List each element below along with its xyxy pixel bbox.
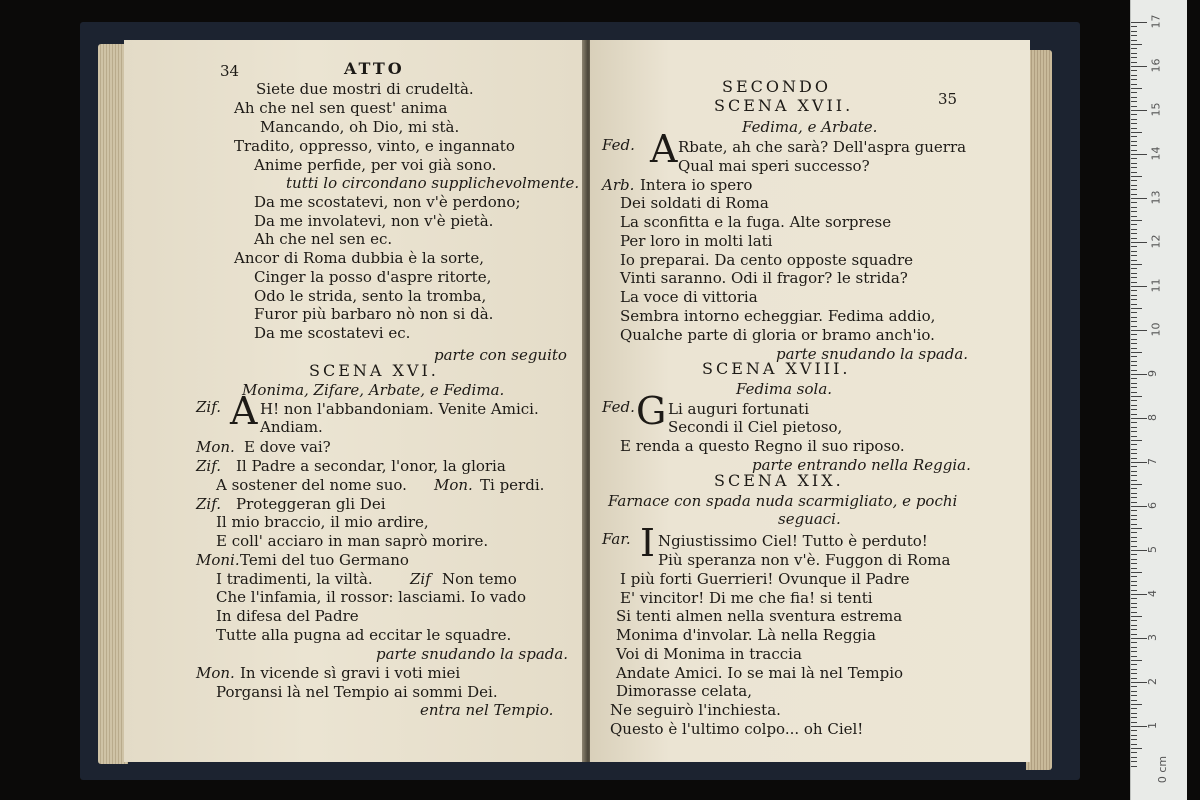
verse-line: Da me scostatevi ec. <box>254 324 411 342</box>
ruler-tick <box>1131 568 1137 569</box>
ruler-tick <box>1131 678 1137 679</box>
ruler-tick <box>1131 317 1137 318</box>
ruler-tick <box>1131 202 1137 203</box>
stage-direction: parte entrando nella Reggia. <box>752 456 971 474</box>
ruler-tick <box>1131 348 1137 349</box>
ruler-tick <box>1131 141 1137 142</box>
ruler-tick <box>1131 176 1142 177</box>
scene-title: SCENA XVI. <box>309 361 439 380</box>
verse-line: Qual mai speri successo? <box>678 157 870 175</box>
ruler-tick <box>1131 563 1137 564</box>
verse-line: Mancando, oh Dio, mi stà. <box>260 118 460 136</box>
ruler-tick <box>1131 528 1142 529</box>
verse-line: Odo le strida, sento la tromba, <box>254 287 487 305</box>
ruler-tick <box>1131 493 1137 494</box>
ruler-tick <box>1131 123 1137 124</box>
ruler-number: 13 <box>1149 190 1163 205</box>
ruler-tick <box>1131 431 1137 432</box>
ruler-tick <box>1131 532 1137 533</box>
ruler-tick <box>1131 132 1142 133</box>
verse-line: Sembra intorno echeggiar. Fedima addio, <box>620 307 936 325</box>
ruler-tick <box>1131 334 1137 335</box>
ruler-tick <box>1131 405 1137 406</box>
ruler-tick <box>1131 79 1137 80</box>
ruler-tick <box>1131 506 1147 507</box>
ruler-number: 10 <box>1149 322 1163 337</box>
ruler-tick <box>1131 497 1137 498</box>
ruler-tick <box>1131 444 1137 445</box>
verse-line: Ngiustissimo Ciel! Tutto è perduto! <box>658 532 928 550</box>
measuring-ruler <box>1130 0 1187 800</box>
verse-line: La sconfitta e la fuga. Alte sorprese <box>620 213 892 231</box>
ruler-tick <box>1131 172 1137 173</box>
ruler-tick <box>1131 233 1137 234</box>
verse-line: Più speranza non v'è. Fuggon di Roma <box>658 551 951 569</box>
ruler-tick <box>1131 295 1137 296</box>
verse-line: Ne seguirò l'inchiesta. <box>610 701 781 719</box>
ruler-tick <box>1131 158 1137 159</box>
ruler-number: 15 <box>1149 102 1163 117</box>
verse-line: Dei soldati di Roma <box>620 194 769 212</box>
ruler-number: 5 <box>1146 546 1159 553</box>
ruler-tick <box>1131 31 1137 32</box>
ruler-tick <box>1131 515 1137 516</box>
ruler-tick <box>1131 581 1137 582</box>
page-number: 34 <box>220 62 240 80</box>
ruler-tick <box>1131 387 1137 388</box>
ruler-tick <box>1131 216 1137 217</box>
ruler-tick <box>1131 101 1137 102</box>
ruler-tick <box>1131 44 1142 45</box>
verse-line: Tutte alla pugna ad eccitar le squadre. <box>216 626 512 644</box>
ruler-tick <box>1131 167 1137 168</box>
ruler-number: 2 <box>1146 678 1159 685</box>
ruler-tick <box>1131 616 1142 617</box>
ruler-tick <box>1131 370 1137 371</box>
verse-line: Il mio braccio, il mio ardire, <box>216 513 429 531</box>
speaker-label: Zif <box>410 570 431 588</box>
ruler-tick <box>1131 695 1137 696</box>
ruler-tick <box>1131 607 1137 608</box>
ruler-tick <box>1131 642 1137 643</box>
verse-line: Ah che nel sen quest' anima <box>234 99 448 117</box>
verse-line: Porgansi là nel Tempio ai sommi Dei. <box>216 683 498 701</box>
ruler-tick <box>1131 730 1137 731</box>
ruler-tick <box>1131 400 1137 401</box>
ruler-number: 16 <box>1149 58 1163 73</box>
verse-line: A sostener del nome suo. <box>216 476 407 494</box>
ruler-tick <box>1131 471 1137 472</box>
ruler-tick <box>1131 180 1137 181</box>
verse-line: I tradimenti, la viltà. <box>216 570 373 588</box>
ruler-tick <box>1131 22 1147 23</box>
ruler-tick <box>1131 84 1137 85</box>
ruler-tick <box>1131 343 1137 344</box>
ruler-tick <box>1131 185 1137 186</box>
ruler-number: 9 <box>1146 370 1159 377</box>
verse-line: E coll' acciaro in man saprò morire. <box>216 532 489 550</box>
verse-line: Furor più barbaro nò non si dà. <box>254 305 494 323</box>
verse-line: Monima d'involar. Là nella Reggia <box>616 626 876 644</box>
ruler-tick <box>1131 656 1137 657</box>
verse-line: Il Padre a secondar, l'onor, la gloria <box>236 457 506 475</box>
ruler-tick <box>1131 75 1137 76</box>
ruler-tick <box>1131 576 1137 577</box>
ruler-tick <box>1131 480 1137 481</box>
ruler-tick <box>1131 57 1137 58</box>
ruler-tick <box>1131 273 1137 274</box>
verse-line: Da me involatevi, non v'è pietà. <box>254 212 494 230</box>
verse-line: Cinger la posso d'aspre ritorte, <box>254 268 492 286</box>
verse-line: E dove vai? <box>244 438 331 456</box>
ruler-tick <box>1131 510 1137 511</box>
scene-title: SCENA XVIII. <box>702 359 851 378</box>
ruler-tick <box>1131 53 1137 54</box>
drop-capital: A <box>650 127 678 171</box>
verse-line: Ti perdi. <box>480 476 545 494</box>
ruler-tick <box>1131 651 1137 652</box>
verse-line: Questo è l'ultimo colpo... oh Ciel! <box>610 720 864 738</box>
ruler-tick <box>1131 748 1142 749</box>
ruler-tick <box>1131 598 1137 599</box>
stage-direction: parte con seguito <box>434 346 567 364</box>
ruler-tick <box>1131 110 1147 111</box>
speaker-label: Mon. <box>196 664 235 682</box>
ruler-tick <box>1131 519 1137 520</box>
ruler-tick <box>1131 277 1137 278</box>
ruler-tick <box>1131 198 1147 199</box>
ruler-tick <box>1131 673 1137 674</box>
ruler-tick <box>1131 312 1137 313</box>
verse-line: Secondi il Ciel pietoso, <box>668 418 843 436</box>
ruler-tick <box>1131 194 1137 195</box>
ruler-tick <box>1131 660 1142 661</box>
ruler-tick <box>1131 462 1147 463</box>
scene-cast: seguaci. <box>778 510 841 528</box>
verse-line: E renda a questo Regno il suo riposo. <box>620 437 905 455</box>
ruler-tick <box>1131 722 1137 723</box>
ruler-number: 7 <box>1146 458 1159 465</box>
ruler-tick <box>1131 128 1137 129</box>
ruler-tick <box>1131 97 1137 98</box>
verse-line: Voi di Monima in traccia <box>616 645 802 663</box>
verse-line: Li auguri fortunati <box>668 400 809 418</box>
verse-line: Tradito, oppresso, vinto, e ingannato <box>234 137 515 155</box>
right-page <box>590 40 1030 762</box>
ruler-tick <box>1131 427 1137 428</box>
ruler-tick <box>1131 669 1137 670</box>
verse-line: Per loro in molti lati <box>620 232 773 250</box>
verse-line: Che l'infamia, il rossor: lasciami. Io vado <box>216 588 527 606</box>
ruler-tick <box>1131 488 1137 489</box>
ruler-tick <box>1131 339 1137 340</box>
ruler-tick <box>1131 524 1137 525</box>
ruler-tick <box>1131 238 1137 239</box>
speaker-label: Fed. <box>602 136 635 154</box>
stage-direction: parte snudando la spada. <box>376 645 569 663</box>
ruler-tick <box>1131 766 1137 767</box>
ruler-tick <box>1131 365 1137 366</box>
ruler-tick <box>1131 136 1137 137</box>
ruler-tick <box>1131 260 1137 261</box>
ruler-tick <box>1131 290 1137 291</box>
ruler-tick <box>1131 594 1147 595</box>
ruler-tick <box>1131 603 1137 604</box>
ruler-tick <box>1131 304 1137 305</box>
ruler-tick <box>1131 704 1142 705</box>
ruler-tick <box>1131 88 1142 89</box>
ruler-tick <box>1131 440 1142 441</box>
ruler-tick <box>1131 682 1147 683</box>
scene-cast: Farnace con spada nuda scarmigliato, e pochi <box>608 492 958 510</box>
ruler-tick <box>1131 326 1137 327</box>
ruler-tick <box>1131 409 1137 410</box>
speaker-label: Far. <box>602 530 631 548</box>
verse-line: Siete due mostri di crudeltà. <box>256 80 474 98</box>
ruler-tick <box>1131 757 1137 758</box>
ruler-tick <box>1131 145 1137 146</box>
ruler-tick <box>1131 92 1137 93</box>
verse-line: Da me scostatevi, non v'è perdono; <box>254 193 521 211</box>
ruler-tick <box>1131 286 1147 287</box>
page-number: 35 <box>938 90 958 108</box>
ruler-tick <box>1131 163 1137 164</box>
ruler-tick <box>1131 449 1137 450</box>
ruler-tick <box>1131 268 1137 269</box>
ruler-tick <box>1131 700 1137 701</box>
ruler-tick <box>1131 114 1137 115</box>
verse-line: Ancor di Roma dubbia è la sorte, <box>234 249 484 267</box>
ruler-tick <box>1131 229 1137 230</box>
ruler-tick <box>1131 26 1137 27</box>
ruler-tick <box>1131 66 1147 67</box>
ruler-tick <box>1131 361 1137 362</box>
ruler-tick <box>1131 625 1137 626</box>
ruler-tick <box>1131 392 1137 393</box>
verse-line: Qualche parte di gloria or bramo anch'io. <box>620 326 935 344</box>
drop-capital: G <box>636 389 667 433</box>
ruler-tick <box>1131 752 1137 753</box>
ruler-number: 11 <box>1149 278 1163 293</box>
ruler-tick <box>1131 484 1142 485</box>
ruler-number: 3 <box>1146 634 1159 641</box>
ruler-tick <box>1131 502 1137 503</box>
ruler-tick <box>1131 189 1137 190</box>
ruler-tick <box>1131 713 1137 714</box>
ruler-tick <box>1131 40 1137 41</box>
ruler-tick <box>1131 761 1137 762</box>
verse-line: Vinti saranno. Odi il fragor? le strida? <box>620 269 908 287</box>
drop-capital: A <box>230 389 258 433</box>
ruler-number: 1 <box>1146 722 1159 729</box>
ruler-tick <box>1131 422 1137 423</box>
verse-line: Non temo <box>442 570 517 588</box>
ruler-tick <box>1131 686 1137 687</box>
ruler-tick <box>1131 378 1137 379</box>
speaker-label: Mon. <box>434 476 473 494</box>
ruler-tick <box>1131 638 1147 639</box>
ruler-tick <box>1131 70 1137 71</box>
ruler-tick <box>1131 453 1137 454</box>
ruler-tick <box>1131 554 1137 555</box>
verse-line: La voce di vittoria <box>620 288 758 306</box>
ruler-number: 12 <box>1149 234 1163 249</box>
ruler-number: 0 cm <box>1156 755 1170 784</box>
ruler-tick <box>1131 691 1137 692</box>
ruler-tick <box>1131 211 1137 212</box>
ruler-tick <box>1131 590 1137 591</box>
ruler-number: 8 <box>1146 414 1159 421</box>
ruler-tick <box>1131 546 1137 547</box>
ruler-tick <box>1131 356 1137 357</box>
ruler-tick <box>1131 352 1142 353</box>
ruler-tick <box>1131 418 1147 419</box>
left-page <box>124 40 586 762</box>
ruler-tick <box>1131 735 1137 736</box>
verse-line: Si tenti almen nella sventura estrema <box>616 607 903 625</box>
ruler-tick <box>1131 620 1137 621</box>
speaker-label: Zif. <box>196 398 222 416</box>
speaker-label: Moni. <box>196 551 240 569</box>
verse-line: Ah che nel sen ec. <box>254 230 393 248</box>
ruler-tick <box>1131 458 1137 459</box>
ruler-tick <box>1131 629 1137 630</box>
ruler-tick <box>1131 246 1137 247</box>
speaker-label: Mon. <box>196 438 235 456</box>
ruler-tick <box>1131 35 1137 36</box>
ruler-tick <box>1131 717 1137 718</box>
ruler-tick <box>1131 726 1147 727</box>
speaker-label: Zif. <box>196 457 222 475</box>
ruler-tick <box>1131 106 1137 107</box>
ruler-tick <box>1131 436 1137 437</box>
ruler-tick <box>1131 321 1137 322</box>
verse-line: I più forti Guerrieri! Ovunque il Padre <box>620 570 910 588</box>
stage-direction: entra nel Tempio. <box>420 701 554 719</box>
ruler-tick <box>1131 119 1137 120</box>
ruler-tick <box>1131 264 1142 265</box>
speaker-label: Zif. <box>196 495 222 513</box>
scene-cast: Fedima, e Arbate. <box>742 118 878 136</box>
verse-line: Rbate, ah che sarà? Dell'aspra guerra <box>678 138 967 156</box>
stage-direction: tutti lo circondano supplichevolmente. <box>286 174 580 192</box>
ruler-tick <box>1131 396 1142 397</box>
scene-title: SCENA XVII. <box>714 96 854 115</box>
ruler-tick <box>1131 541 1137 542</box>
ruler-tick <box>1131 708 1137 709</box>
running-head: SECONDO <box>722 77 831 96</box>
ruler-tick <box>1131 251 1137 252</box>
scene-title: SCENA XIX. <box>714 471 844 490</box>
ruler-tick <box>1131 207 1137 208</box>
ruler-tick <box>1131 414 1137 415</box>
scene-cast: Monima, Zifare, Arbate, e Fedima. <box>242 381 505 399</box>
drop-capital: I <box>640 521 656 565</box>
ruler-tick <box>1131 466 1137 467</box>
ruler-tick <box>1131 242 1147 243</box>
ruler-tick <box>1131 48 1137 49</box>
scene-cast: Fedima sola. <box>736 380 833 398</box>
ruler-tick <box>1131 559 1137 560</box>
ruler-number: 4 <box>1146 590 1159 597</box>
verse-line: Proteggeran gli Dei <box>236 495 386 513</box>
ruler-tick <box>1131 308 1142 309</box>
ruler-tick <box>1131 383 1137 384</box>
ruler-tick <box>1131 634 1137 635</box>
ruler-tick <box>1131 154 1147 155</box>
ruler-tick <box>1131 572 1142 573</box>
verse-line: Andiam. <box>260 418 323 436</box>
ruler-tick <box>1131 550 1147 551</box>
verse-line: E' vincitor! Di me che fia! si tenti <box>620 589 873 607</box>
verse-line: Andate Amici. Io se mai là nel Tempio <box>616 664 904 682</box>
ruler-tick <box>1131 62 1137 63</box>
ruler-tick <box>1131 475 1137 476</box>
verse-line: In difesa del Padre <box>216 607 359 625</box>
ruler-tick <box>1131 282 1137 283</box>
ruler-tick <box>1131 299 1137 300</box>
ruler-tick <box>1131 255 1137 256</box>
ruler-tick <box>1131 612 1137 613</box>
ruler-tick <box>1131 150 1137 151</box>
ruler-number: 17 <box>1149 14 1163 29</box>
ruler-tick <box>1131 220 1142 221</box>
ruler-tick <box>1131 537 1137 538</box>
ruler-tick <box>1131 739 1137 740</box>
speaker-label: Fed. <box>602 398 635 416</box>
verse-line: Intera io spero <box>640 176 753 194</box>
ruler-tick <box>1131 664 1137 665</box>
ruler-tick <box>1131 744 1137 745</box>
running-head: ATTO <box>344 59 405 78</box>
verse-line: H! non l'abbandoniam. Venite Amici. <box>260 400 539 418</box>
ruler-tick <box>1131 647 1137 648</box>
verse-line: In vicende sì gravi i voti miei <box>240 664 461 682</box>
ruler-tick <box>1131 585 1137 586</box>
ruler-number: 6 <box>1146 502 1159 509</box>
ruler-number: 14 <box>1149 146 1163 161</box>
verse-line: Dimorasse celata, <box>616 682 752 700</box>
ruler-tick <box>1131 374 1147 375</box>
verse-line: Io preparai. Da cento opposte squadre <box>620 251 914 269</box>
speaker-label: Arb. <box>602 176 635 194</box>
verse-line: Temi del tuo Germano <box>240 551 409 569</box>
ruler-tick <box>1131 330 1147 331</box>
stage-direction: parte snudando la spada. <box>776 345 969 363</box>
ruler-tick <box>1131 224 1137 225</box>
verse-line: Anime perfide, per voi già sono. <box>254 156 497 174</box>
